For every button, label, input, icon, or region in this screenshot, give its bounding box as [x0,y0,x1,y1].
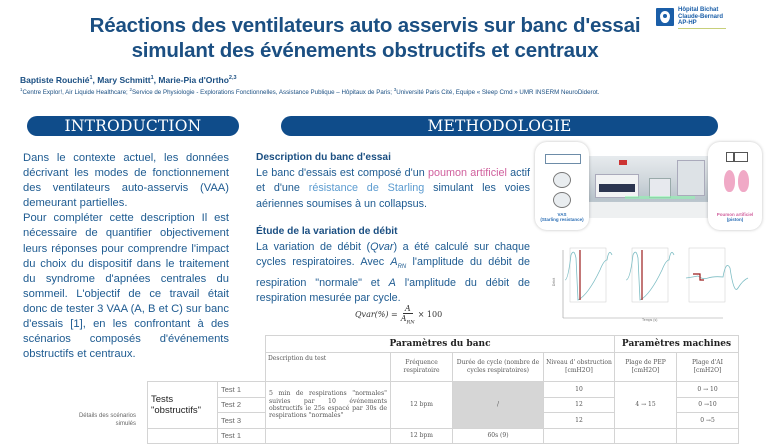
parameters-table [147,335,739,444]
intro-paragraph-2: Pour compléter cette description Il est nécessaire de quantifier objectivement leurs réponses pour comprendre l'impact du choix du dispositif dans le traitement du syndrome d'apnées centrales du sommeil. L'objectif de ce travail était donc de tester 3 VAA (A, B et C) sur banc d'essais [1], en les confrontant à des scénarios composés d'événements obstructifs et centraux. [23,212,229,361]
artificial-lung-panel [708,142,762,230]
obstruction-value: 10 [544,382,615,398]
lungs-icon [724,170,750,194]
table-row [148,382,739,398]
introduction-text [23,151,229,362]
obstruction-value [544,428,615,444]
bench-photo [585,156,711,218]
obstructive-tests-label: Tests "obstructifs" [148,382,218,429]
lung-label: Poumon artificiel (piston) [716,212,754,222]
author: Baptiste Rouchié [20,75,90,85]
flow-curve-hypoventilation [686,265,748,289]
flow-curve-obstructed [626,252,674,300]
valve-hand-icon [553,172,571,188]
scenario-details-note: Détails des scénarios simulés [78,413,136,427]
cycle-value: 60s (9) [453,428,544,444]
machine-params-header: Paramètres machines [615,336,739,353]
valve-hand-icon [553,192,571,208]
panel-hypoventilation [689,248,725,302]
hospital-logo [656,8,736,32]
formula-fraction: $\frac{A}{A_{RN}}$ [400,304,415,326]
frequency-value: 12 bpm [391,382,453,429]
ai-range-value: 0 →5 [677,413,739,429]
col-cycle-duration: Durée de cycle (nombre de cycles respiratoires) [453,353,544,382]
test-bench-figure [533,142,768,230]
vas-panel [535,142,589,230]
bench-params-header: Paramètres du banc [266,336,615,353]
cycle-value: / [453,382,544,429]
frequency-value: 12 bpm [391,428,453,444]
poster-title [60,13,670,63]
obstruction-value: 12 [544,413,615,429]
ai-range-value: 0 →10 [677,397,739,413]
x-axis-label: Temps (s) [642,318,658,322]
author: Mary Schmitt [97,75,151,85]
flow-waveform-chart [552,240,768,330]
title-line-1: Réactions des ventilateurs auto asservis sur banc d'essai [89,14,641,37]
affiliations: $^1$Centre Explor!, Air Liquide Healthcare; $^2$Service de Physiologie - Explorations Fonctionnelles, Assistance Publique – Hôpitaux de Paris; $^3$Université Paris Cité, Equipe « Sleep Cmd » UMR INSERM NeuroDiderot. [20,87,600,97]
artificial-lung-term: poumon artificiel [428,167,507,179]
logo-text: Hôpital Bichat Claude-Bernard AP-HP [678,7,724,26]
col-pep-range: Plage de PEP [cmH2O] [615,353,677,382]
qvar-formula: Qvar(%) = $\frac{A}{A_{RN}}$ × 100 [355,304,443,326]
author: Marie-Pia d'Ortho [158,75,229,85]
central-tests-label [148,428,218,444]
table-row [148,428,739,444]
col-obstruction-level: Niveau d' obstruction [cmH2O] [544,353,615,382]
test-description: 5 min de respirations "normales" suivies par 10 événements obstructifs ie 25s espacé par 30s de respirations "normales" [266,382,391,429]
test-description [266,428,391,444]
flow-variation-heading: Étude de la variation de débit [256,226,398,237]
starling-resistance-term: résistance de Starling [308,182,425,195]
pep-range-value [615,428,677,444]
methodologie-banner: METHODOLOGIE [281,116,718,136]
bench-description-text: Le banc d'essais est composé d'un poumon artificiel actif et d'une résistance de Starling simulant les voies aériennes soumises à un collapsus. [256,167,530,210]
test-name: Test 2 [218,397,266,413]
title-line-2: simulant des événements obstructifs et centraux [131,39,599,62]
ai-range-value [677,428,739,444]
logo-underline [678,28,726,29]
test-name: Test 1 [218,382,266,398]
y-axis-label: Débit [552,277,557,287]
vas-label: VAS (Starling resistance) [540,212,584,222]
flow-curve-normal [565,252,612,300]
col-description: Description du test [266,353,391,382]
bench-description-heading: Description du banc d'essai [256,152,391,163]
ai-range-value: 0 → 10 [677,382,739,398]
obstruction-value: 12 [544,397,615,413]
test-name: Test 3 [218,413,266,429]
piston-icon [726,152,748,162]
col-frequency: Fréquence respiratoire [391,353,453,382]
flow-variation-text: La variation de débit (Qvar) a été calculé sur chaque cycles respiratoires. Avec $A_{RN}$ l'amplitude du débit de respiration "normale" et A l'amplitude du débit de respiration mesurée par cycle. [256,241,530,305]
col-ai-range: Plage d'AI [cmH2O] [677,353,739,382]
authors: Baptiste Rouchié$^1$, Mary Schmitt$^1$, Marie-Pia d'Ortho$^{2,3}$ [20,75,237,85]
intro-paragraph-1: Dans le contexte actuel, les données décrivant les modes de fonctionnement des ventilateurs auto-asservis (VAA) demeurant partielles. [23,152,229,210]
test-name: Test 1 [218,428,266,444]
starling-tube-icon [545,154,581,164]
hospital-heart-icon [656,8,674,26]
introduction-banner: INTRODUCTION [27,116,239,136]
pep-range-value: 4 → 15 [615,382,677,429]
